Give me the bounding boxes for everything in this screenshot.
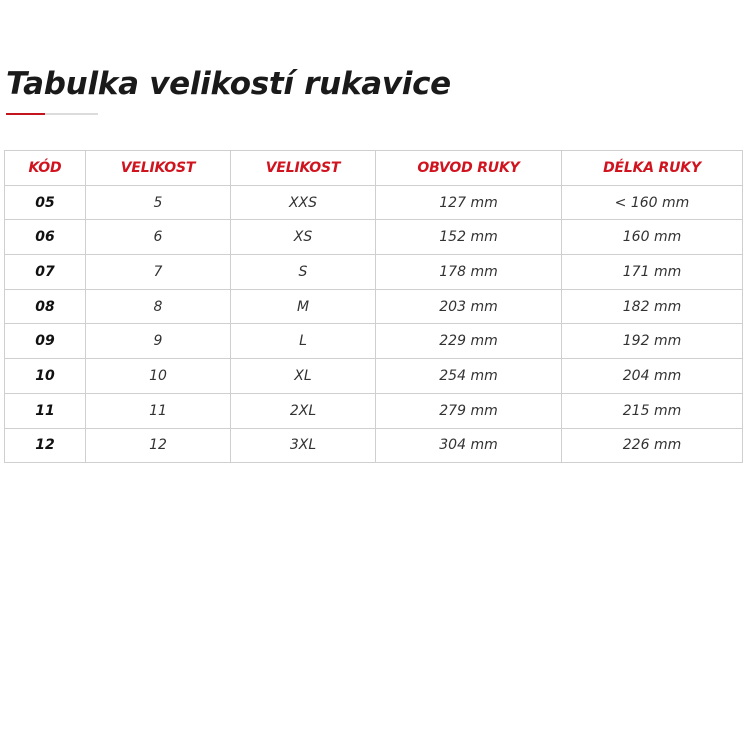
code-cell: 12 bbox=[5, 428, 86, 463]
header-obvod-ruky: OBVOD RUKY bbox=[376, 151, 562, 186]
size-number-cell: 9 bbox=[86, 324, 231, 359]
table-row bbox=[5, 220, 743, 255]
code-cell: 08 bbox=[5, 289, 86, 324]
table-row bbox=[5, 324, 743, 359]
header-velikost: VELIKOST bbox=[86, 151, 231, 186]
hand-circumference-cell: 203 mm bbox=[376, 289, 562, 324]
size-number-cell: 11 bbox=[86, 393, 231, 428]
size-table bbox=[4, 150, 743, 463]
size-letter-cell: XL bbox=[231, 359, 376, 394]
table-row bbox=[5, 359, 743, 394]
page-title: Tabulka velikostí rukavice bbox=[6, 66, 451, 102]
header-kod: KÓD bbox=[5, 151, 86, 186]
hand-circumference-cell: 229 mm bbox=[376, 324, 562, 359]
title-underline-accent bbox=[6, 113, 45, 115]
size-letter-cell: S bbox=[231, 255, 376, 290]
hand-circumference-cell: 279 mm bbox=[376, 393, 562, 428]
code-cell: 09 bbox=[5, 324, 86, 359]
size-letter-cell: L bbox=[231, 324, 376, 359]
table-row bbox=[5, 393, 743, 428]
table-row bbox=[5, 289, 743, 324]
title-underline bbox=[6, 113, 98, 115]
hand-length-cell: 182 mm bbox=[562, 289, 743, 324]
size-number-cell: 10 bbox=[86, 359, 231, 394]
hand-circumference-cell: 152 mm bbox=[376, 220, 562, 255]
hand-length-cell: 171 mm bbox=[562, 255, 743, 290]
code-cell: 06 bbox=[5, 220, 86, 255]
hand-length-cell: < 160 mm bbox=[562, 185, 743, 220]
table-header-row bbox=[5, 151, 743, 186]
table-row bbox=[5, 185, 743, 220]
size-letter-cell: XS bbox=[231, 220, 376, 255]
hand-circumference-cell: 304 mm bbox=[376, 428, 562, 463]
table-row bbox=[5, 255, 743, 290]
hand-circumference-cell: 178 mm bbox=[376, 255, 562, 290]
code-cell: 11 bbox=[5, 393, 86, 428]
code-cell: 10 bbox=[5, 359, 86, 394]
size-number-cell: 8 bbox=[86, 289, 231, 324]
hand-length-cell: 160 mm bbox=[562, 220, 743, 255]
code-cell: 05 bbox=[5, 185, 86, 220]
size-number-cell: 7 bbox=[86, 255, 231, 290]
hand-length-cell: 226 mm bbox=[562, 428, 743, 463]
size-letter-cell: XXS bbox=[231, 185, 376, 220]
size-number-cell: 5 bbox=[86, 185, 231, 220]
size-letter-cell: M bbox=[231, 289, 376, 324]
hand-length-cell: 215 mm bbox=[562, 393, 743, 428]
size-letter-cell: 2XL bbox=[231, 393, 376, 428]
size-number-cell: 12 bbox=[86, 428, 231, 463]
hand-circumference-cell: 127 mm bbox=[376, 185, 562, 220]
hand-length-cell: 204 mm bbox=[562, 359, 743, 394]
hand-circumference-cell: 254 mm bbox=[376, 359, 562, 394]
size-letter-cell: 3XL bbox=[231, 428, 376, 463]
table-row bbox=[5, 428, 743, 463]
header-delka-ruky: DÉLKA RUKY bbox=[562, 151, 743, 186]
hand-length-cell: 192 mm bbox=[562, 324, 743, 359]
size-number-cell: 6 bbox=[86, 220, 231, 255]
header-velikost-letter: VELIKOST bbox=[231, 151, 376, 186]
code-cell: 07 bbox=[5, 255, 86, 290]
